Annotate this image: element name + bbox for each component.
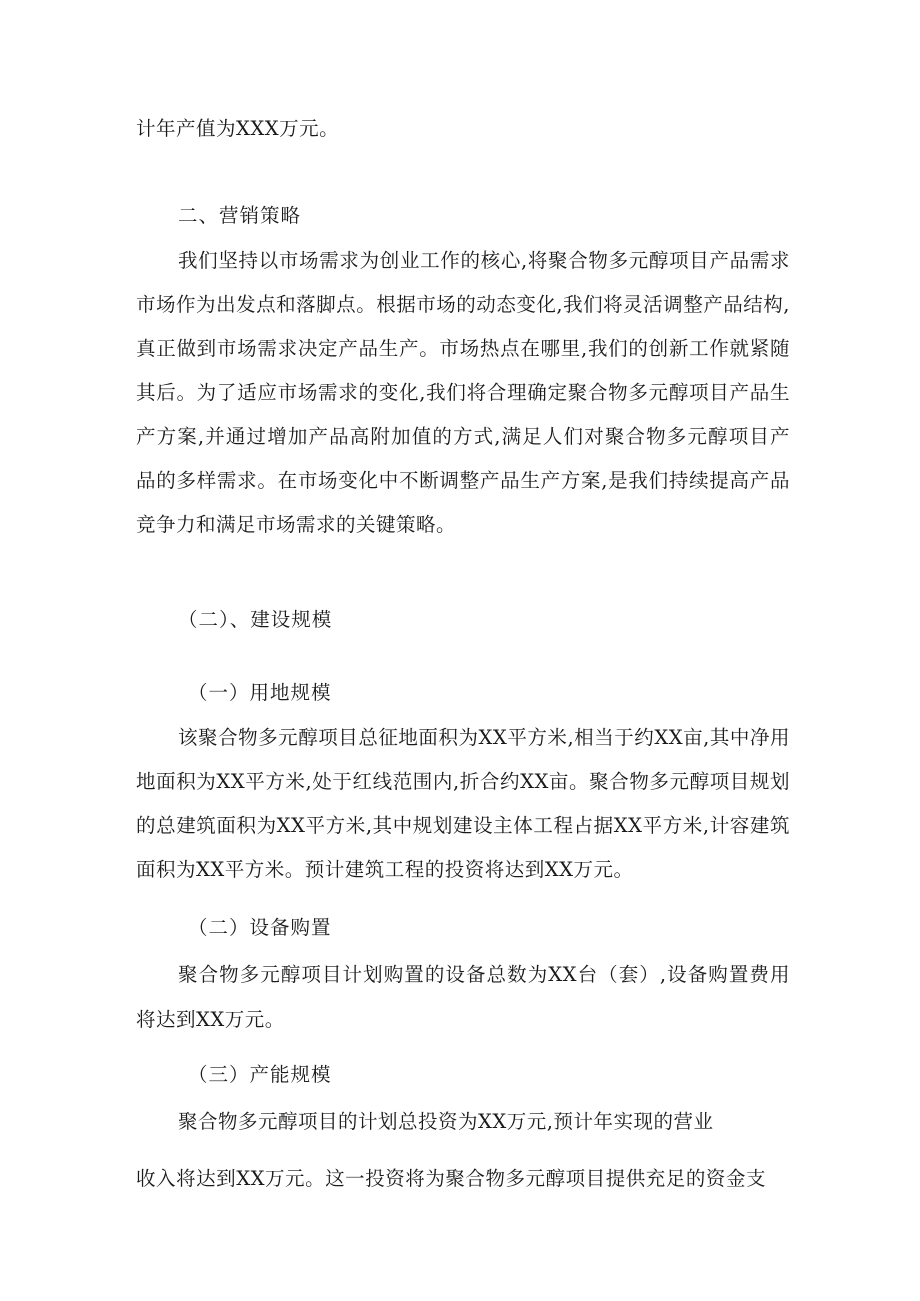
paragraph-line: 其后。为了适应市场需求的变化,我们将合理确定聚合物多元醇项目产品生 bbox=[136, 381, 790, 404]
subsection-heading-capacity: （三）产能规模 bbox=[188, 1063, 332, 1086]
paragraph-line: 收入将达到XX万元。这一投资将为聚合物多元醇项目提供充足的资金支 bbox=[136, 1167, 766, 1190]
paragraph-line: 的总建筑面积为XX平方米,其中规划建设主体工程占据XX平方米,计容建筑 bbox=[136, 814, 790, 837]
paragraph-line: 品的多样需求。在市场变化中不断调整产品生产方案,是我们持续提高产品 bbox=[136, 469, 790, 492]
paragraph-line: 聚合物多元醇项目计划购置的设备总数为XX台（套）,设备购置费用 bbox=[178, 963, 790, 986]
subsection-heading-equipment: （二）设备购置 bbox=[188, 916, 332, 939]
paragraph-line: 真正做到市场需求决定产品生产。市场热点在哪里,我们的创新工作就紧随 bbox=[136, 337, 790, 360]
paragraph-line: 该聚合物多元醇项目总征地面积为XX平方米,相当于约XX亩,其中净用 bbox=[178, 726, 790, 749]
paragraph-line: 地面积为XX平方米,处于红线范围内,折合约XX亩。聚合物多元醇项目规划 bbox=[136, 770, 790, 793]
section-heading-scale: （二）、建设规模 bbox=[178, 608, 333, 631]
paragraph-line: 产方案,并通过增加产品高附加值的方式,满足人们对聚合物多元醇项目产 bbox=[136, 425, 790, 448]
paragraph-line: 计年产值为XXX万元。 bbox=[136, 117, 340, 140]
section-heading-marketing: 二、营销策略 bbox=[178, 204, 302, 227]
subsection-heading-land: （一）用地规模 bbox=[188, 681, 332, 704]
paragraph-line: 将达到XX万元。 bbox=[136, 1008, 285, 1031]
paragraph-line: 面积为XX平方米。预计建筑工程的投资将达到XX万元。 bbox=[136, 858, 634, 881]
paragraph-line: 聚合物多元醇项目的计划总投资为XX万元,预计年实现的营业 bbox=[178, 1110, 714, 1133]
paragraph-line: 我们坚持以市场需求为创业工作的核心,将聚合物多元醇项目产品需求 bbox=[178, 249, 790, 272]
paragraph-line: 竞争力和满足市场需求的关键策略。 bbox=[136, 513, 457, 536]
paragraph-line: 市场作为出发点和落脚点。根据市场的动态变化,我们将灵活调整产品结构, bbox=[136, 293, 790, 316]
